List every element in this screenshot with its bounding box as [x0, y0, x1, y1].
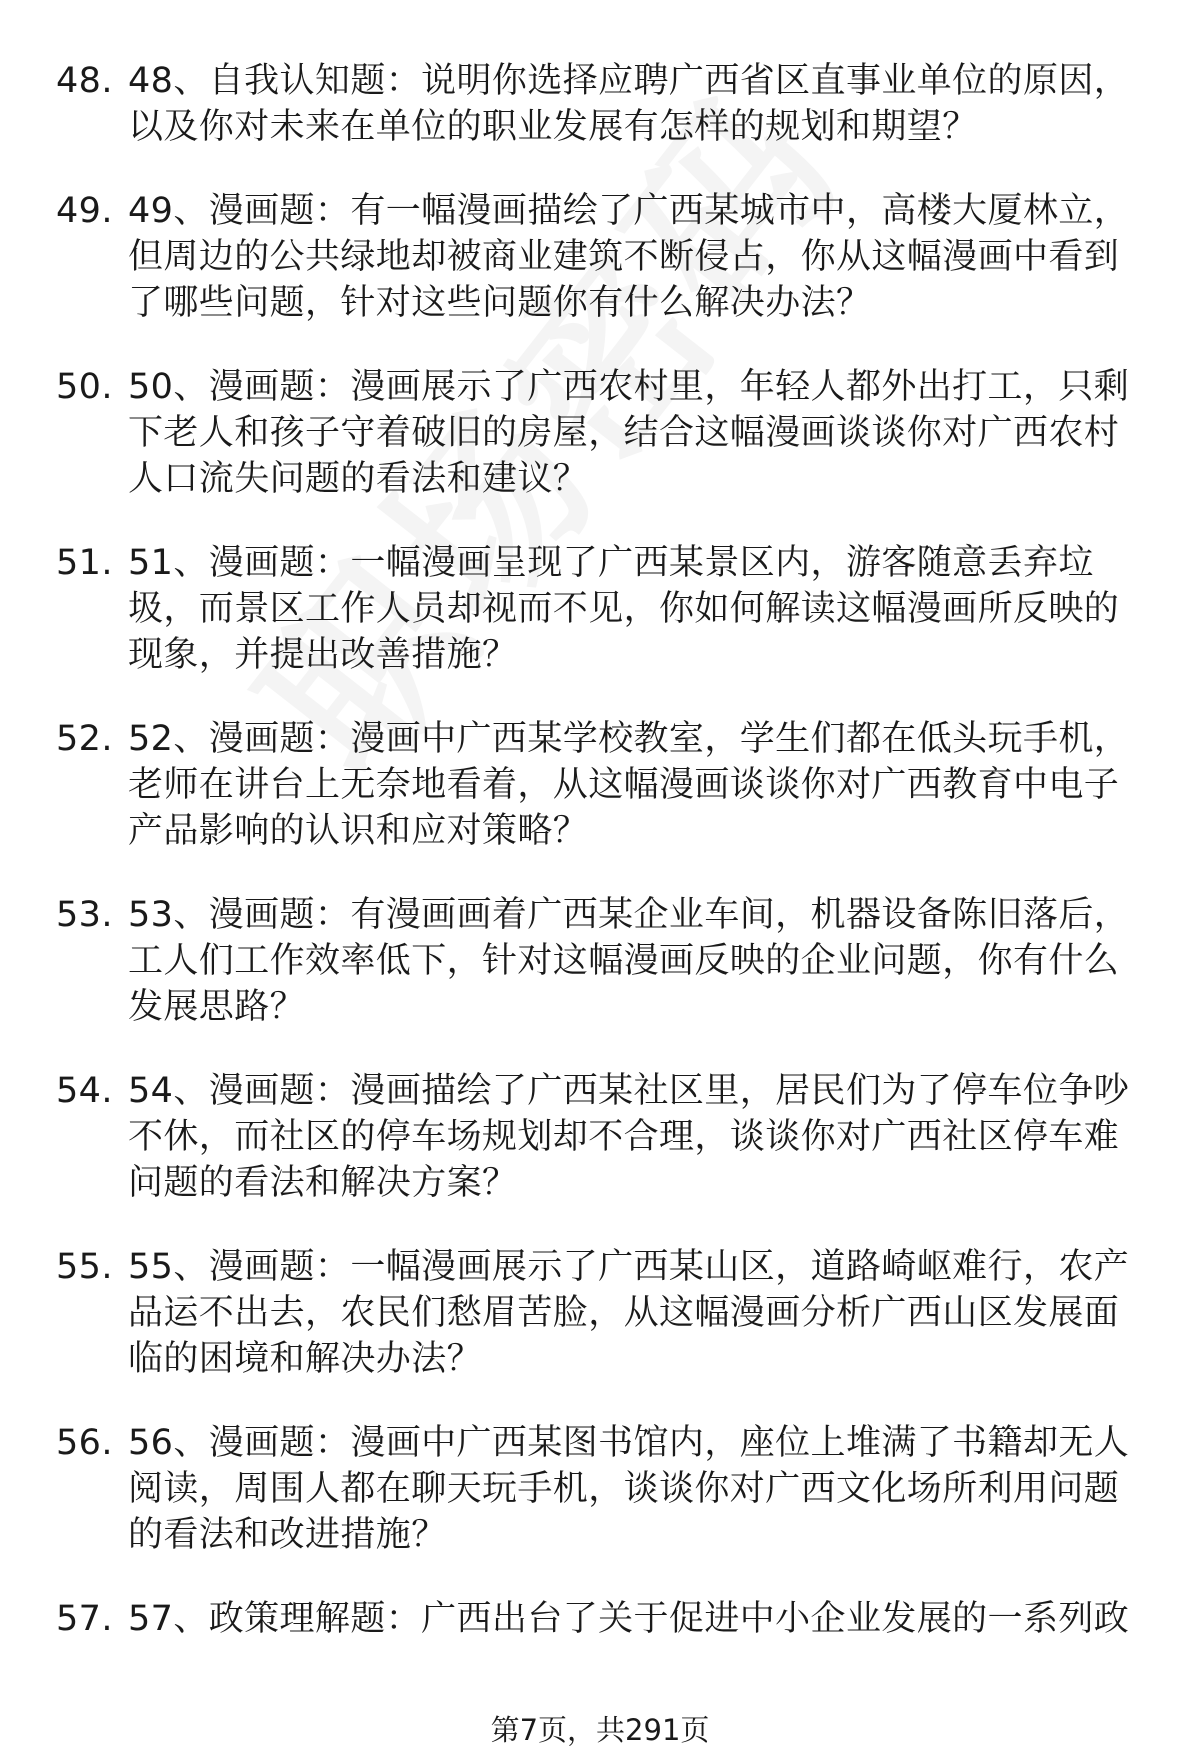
page-footer: 第7页，共291页 [490, 1713, 710, 1747]
question-text: 49、漫画题：有一幅漫画描绘了广西某城市中，高楼大厦林立，但周边的公共绿地却被商业建筑不断侵占，你从这幅漫画中看到了哪些问题，针对这些问题你有什么解决办法？ [128, 191, 1130, 323]
question-item [0, 188, 1200, 326]
question-text: 48、自我认知题：说明你选择应聘广西省区直事业单位的原因，以及你对未来在单位的职业发展有怎样的规划和期望？ [128, 61, 1130, 147]
question-item [0, 540, 1200, 678]
question-text: 53、漫画题：有漫画画着广西某企业车间，机器设备陈旧落后，工人们工作效率低下，针对这幅漫画反映的企业问题，你有什么发展思路？ [128, 895, 1130, 1027]
question-number: 50. [56, 367, 113, 407]
question-text: 54、漫画题：漫画描绘了广西某社区里，居民们为了停车位争吵不休，而社区的停车场规划却不合理，谈谈你对广西社区停车难问题的看法和解决方案？ [128, 1071, 1130, 1203]
question-number: 54. [56, 1071, 113, 1111]
question-item [0, 1420, 1200, 1558]
question-number: 51. [56, 543, 113, 583]
question-item [0, 1244, 1200, 1382]
question-list [0, 58, 1200, 1680]
question-number: 48. [56, 61, 113, 101]
question-number: 53. [56, 895, 113, 935]
question-text: 56、漫画题：漫画中广西某图书馆内，座位上堆满了书籍却无人阅读，周围人都在聊天玩手机，谈谈你对广西文化场所利用问题的看法和改进措施？ [128, 1423, 1130, 1555]
question-text: 52、漫画题：漫画中广西某学校教室，学生们都在低头玩手机，老师在讲台上无奈地看着，从这幅漫画谈谈你对广西教育中电子产品影响的认识和应对策略？ [128, 719, 1130, 851]
question-number: 57. [56, 1599, 113, 1639]
question-item [0, 716, 1200, 854]
question-item [0, 1596, 1200, 1642]
question-item [0, 1068, 1200, 1206]
question-text: 50、漫画题：漫画展示了广西农村里，年轻人都外出打工，只剩下老人和孩子守着破旧的房屋，结合这幅漫画谈谈你对广西农村人口流失问题的看法和建议？ [128, 367, 1130, 499]
question-item [0, 892, 1200, 1030]
question-number: 56. [56, 1423, 113, 1463]
question-item [0, 58, 1200, 150]
question-number: 52. [56, 719, 113, 759]
question-text: 51、漫画题：一幅漫画呈现了广西某景区内，游客随意丢弃垃圾，而景区工作人员却视而不见，你如何解读这幅漫画所反映的现象，并提出改善措施？ [128, 543, 1120, 675]
question-number: 49. [56, 191, 113, 231]
question-text: 55、漫画题：一幅漫画展示了广西某山区，道路崎岖难行，农产品运不出去，农民们愁眉苦脸，从这幅漫画分析广西山区发展面临的困境和解决办法？ [128, 1247, 1130, 1379]
question-number: 55. [56, 1247, 113, 1287]
question-text: 57、政策理解题：广西出台了关于促进中小企业发展的一系列政 [128, 1599, 1130, 1639]
question-item [0, 364, 1200, 502]
